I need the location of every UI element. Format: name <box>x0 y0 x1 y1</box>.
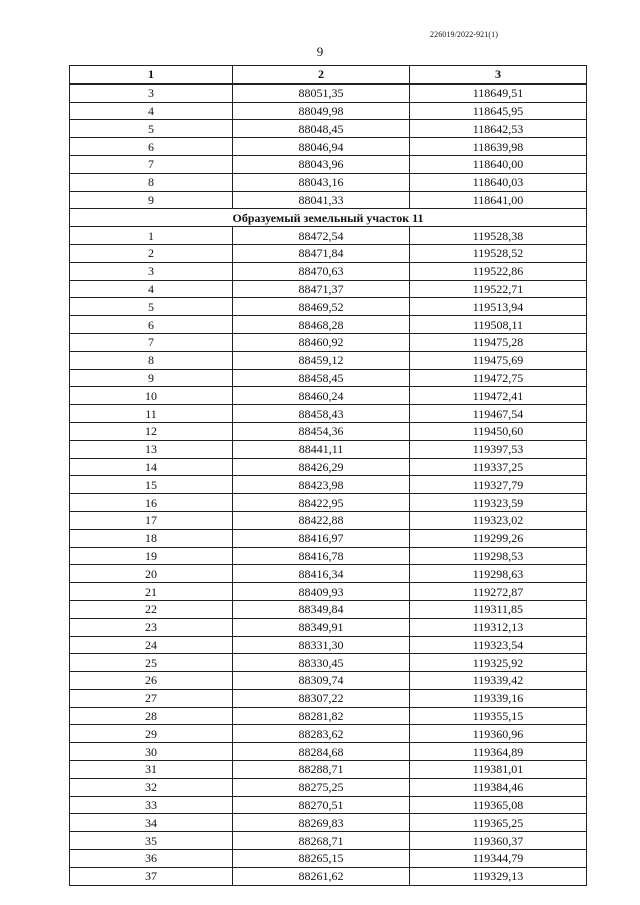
cell-y-coordinate: 119467,54 <box>410 405 587 423</box>
cell-point-number: 19 <box>70 547 233 565</box>
cell-point-number: 13 <box>70 440 233 458</box>
cell-x-coordinate: 88416,97 <box>233 529 410 547</box>
cell-x-coordinate: 88458,43 <box>233 405 410 423</box>
cell-y-coordinate: 119472,41 <box>410 387 587 405</box>
cell-y-coordinate: 119528,38 <box>410 227 587 245</box>
cell-y-coordinate: 118639,98 <box>410 138 587 156</box>
header-row <box>70 66 587 84</box>
cell-y-coordinate: 118642,53 <box>410 120 587 138</box>
cell-y-coordinate: 119450,60 <box>410 422 587 440</box>
table-row <box>70 867 587 885</box>
cell-point-number: 18 <box>70 529 233 547</box>
cell-y-coordinate: 119272,87 <box>410 583 587 601</box>
table-row <box>70 138 587 156</box>
table-row <box>70 636 587 654</box>
column-header-y: 3 <box>410 66 587 84</box>
cell-y-coordinate: 119472,75 <box>410 369 587 387</box>
cell-y-coordinate: 119513,94 <box>410 298 587 316</box>
table-row <box>70 298 587 316</box>
table-row <box>70 494 587 512</box>
cell-y-coordinate: 119329,13 <box>410 867 587 885</box>
table-row <box>70 778 587 796</box>
cell-point-number: 24 <box>70 636 233 654</box>
table-row <box>70 725 587 743</box>
cell-x-coordinate: 88458,45 <box>233 369 410 387</box>
cell-point-number: 6 <box>70 138 233 156</box>
cell-y-coordinate: 119298,53 <box>410 547 587 565</box>
section-row <box>70 209 587 227</box>
cell-point-number: 5 <box>70 298 233 316</box>
cell-y-coordinate: 119339,16 <box>410 689 587 707</box>
cell-point-number: 11 <box>70 405 233 423</box>
cell-point-number: 27 <box>70 689 233 707</box>
cell-y-coordinate: 119312,13 <box>410 618 587 636</box>
cell-y-coordinate: 119360,96 <box>410 725 587 743</box>
cell-y-coordinate: 119323,54 <box>410 636 587 654</box>
table-row <box>70 173 587 191</box>
cell-y-coordinate: 119365,25 <box>410 814 587 832</box>
cell-x-coordinate: 88422,95 <box>233 494 410 512</box>
cell-point-number: 21 <box>70 583 233 601</box>
table-row <box>70 583 587 601</box>
cell-x-coordinate: 88423,98 <box>233 476 410 494</box>
cell-x-coordinate: 88309,74 <box>233 672 410 690</box>
document-number: 226019/2022-921(1) <box>430 30 499 39</box>
cell-point-number: 7 <box>70 155 233 173</box>
cell-x-coordinate: 88265,15 <box>233 850 410 868</box>
table-row <box>70 369 587 387</box>
table-row <box>70 547 587 565</box>
cell-point-number: 5 <box>70 120 233 138</box>
cell-point-number: 4 <box>70 280 233 298</box>
cell-x-coordinate: 88422,88 <box>233 511 410 529</box>
table-body <box>70 84 587 885</box>
cell-point-number: 7 <box>70 333 233 351</box>
cell-x-coordinate: 88416,34 <box>233 565 410 583</box>
cell-y-coordinate: 119323,02 <box>410 511 587 529</box>
cell-y-coordinate: 119475,69 <box>410 351 587 369</box>
cell-point-number: 29 <box>70 725 233 743</box>
cell-x-coordinate: 88471,84 <box>233 244 410 262</box>
cell-y-coordinate: 119475,28 <box>410 333 587 351</box>
cell-point-number: 8 <box>70 351 233 369</box>
cell-y-coordinate: 119344,79 <box>410 850 587 868</box>
cell-y-coordinate: 118640,03 <box>410 173 587 191</box>
cell-y-coordinate: 119339,42 <box>410 672 587 690</box>
column-header-x: 2 <box>233 66 410 84</box>
cell-y-coordinate: 119522,71 <box>410 280 587 298</box>
cell-y-coordinate: 119325,92 <box>410 654 587 672</box>
cell-y-coordinate: 119298,63 <box>410 565 587 583</box>
table-row <box>70 440 587 458</box>
table-row <box>70 387 587 405</box>
cell-point-number: 3 <box>70 84 233 102</box>
cell-point-number: 16 <box>70 494 233 512</box>
cell-x-coordinate: 88460,24 <box>233 387 410 405</box>
cell-point-number: 6 <box>70 316 233 334</box>
cell-x-coordinate: 88051,35 <box>233 84 410 102</box>
cell-y-coordinate: 118645,95 <box>410 102 587 120</box>
cell-point-number: 37 <box>70 867 233 885</box>
cell-y-coordinate: 119381,01 <box>410 761 587 779</box>
table-row <box>70 565 587 583</box>
cell-y-coordinate: 119337,25 <box>410 458 587 476</box>
table-row <box>70 244 587 262</box>
cell-y-coordinate: 118649,51 <box>410 84 587 102</box>
cell-x-coordinate: 88441,11 <box>233 440 410 458</box>
cell-y-coordinate: 119323,59 <box>410 494 587 512</box>
table-row <box>70 102 587 120</box>
cell-x-coordinate: 88454,36 <box>233 422 410 440</box>
cell-point-number: 20 <box>70 565 233 583</box>
cell-x-coordinate: 88469,52 <box>233 298 410 316</box>
cell-point-number: 9 <box>70 191 233 209</box>
cell-y-coordinate: 119364,89 <box>410 743 587 761</box>
cell-point-number: 3 <box>70 262 233 280</box>
table-row <box>70 796 587 814</box>
cell-point-number: 36 <box>70 850 233 868</box>
cell-point-number: 32 <box>70 778 233 796</box>
cell-y-coordinate: 119299,26 <box>410 529 587 547</box>
table-row <box>70 333 587 351</box>
cell-x-coordinate: 88041,33 <box>233 191 410 209</box>
coordinates-table <box>69 65 587 886</box>
cell-y-coordinate: 119311,85 <box>410 600 587 618</box>
table-row <box>70 280 587 298</box>
table-row <box>70 458 587 476</box>
cell-x-coordinate: 88416,78 <box>233 547 410 565</box>
cell-y-coordinate: 118640,00 <box>410 155 587 173</box>
cell-y-coordinate: 119355,15 <box>410 707 587 725</box>
cell-x-coordinate: 88330,45 <box>233 654 410 672</box>
table-row <box>70 618 587 636</box>
section-title: Образуемый земельный участок 11 <box>70 209 587 227</box>
cell-y-coordinate: 119384,46 <box>410 778 587 796</box>
cell-point-number: 9 <box>70 369 233 387</box>
column-header-point-number: 1 <box>70 66 233 84</box>
table-row <box>70 743 587 761</box>
cell-y-coordinate: 119360,37 <box>410 832 587 850</box>
cell-y-coordinate: 119528,52 <box>410 244 587 262</box>
cell-x-coordinate: 88470,63 <box>233 262 410 280</box>
cell-x-coordinate: 88268,71 <box>233 832 410 850</box>
table-row <box>70 422 587 440</box>
cell-x-coordinate: 88468,28 <box>233 316 410 334</box>
cell-x-coordinate: 88275,25 <box>233 778 410 796</box>
cell-point-number: 22 <box>70 600 233 618</box>
cell-x-coordinate: 88049,98 <box>233 102 410 120</box>
table-row <box>70 511 587 529</box>
table-row <box>70 832 587 850</box>
table-row <box>70 850 587 868</box>
cell-point-number: 26 <box>70 672 233 690</box>
cell-x-coordinate: 88459,12 <box>233 351 410 369</box>
cell-x-coordinate: 88281,82 <box>233 707 410 725</box>
cell-y-coordinate: 119327,79 <box>410 476 587 494</box>
cell-x-coordinate: 88349,91 <box>233 618 410 636</box>
table-row <box>70 654 587 672</box>
cell-point-number: 33 <box>70 796 233 814</box>
cell-x-coordinate: 88283,62 <box>233 725 410 743</box>
cell-y-coordinate: 119365,08 <box>410 796 587 814</box>
cell-x-coordinate: 88043,96 <box>233 155 410 173</box>
cell-y-coordinate: 118641,00 <box>410 191 587 209</box>
cell-x-coordinate: 88472,54 <box>233 227 410 245</box>
table-row <box>70 316 587 334</box>
cell-x-coordinate: 88261,62 <box>233 867 410 885</box>
cell-point-number: 8 <box>70 173 233 191</box>
cell-point-number: 4 <box>70 102 233 120</box>
cell-x-coordinate: 88331,30 <box>233 636 410 654</box>
cell-point-number: 1 <box>70 227 233 245</box>
cell-y-coordinate: 119508,11 <box>410 316 587 334</box>
cell-point-number: 14 <box>70 458 233 476</box>
cell-x-coordinate: 88288,71 <box>233 761 410 779</box>
cell-point-number: 30 <box>70 743 233 761</box>
table-header <box>70 66 587 84</box>
cell-x-coordinate: 88426,29 <box>233 458 410 476</box>
page-number: 9 <box>316 44 324 59</box>
cell-y-coordinate: 119522,86 <box>410 262 587 280</box>
table-row <box>70 672 587 690</box>
cell-x-coordinate: 88043,16 <box>233 173 410 191</box>
cell-point-number: 17 <box>70 511 233 529</box>
cell-point-number: 2 <box>70 244 233 262</box>
table-row <box>70 351 587 369</box>
cell-x-coordinate: 88409,93 <box>233 583 410 601</box>
table-row <box>70 529 587 547</box>
cell-x-coordinate: 88270,51 <box>233 796 410 814</box>
cell-x-coordinate: 88269,83 <box>233 814 410 832</box>
cell-point-number: 10 <box>70 387 233 405</box>
table-row <box>70 227 587 245</box>
cell-point-number: 12 <box>70 422 233 440</box>
cell-point-number: 31 <box>70 761 233 779</box>
table-row <box>70 476 587 494</box>
cell-x-coordinate: 88349,84 <box>233 600 410 618</box>
cell-point-number: 28 <box>70 707 233 725</box>
table-row <box>70 191 587 209</box>
table-row <box>70 120 587 138</box>
table-row <box>70 707 587 725</box>
cell-x-coordinate: 88460,92 <box>233 333 410 351</box>
cell-point-number: 35 <box>70 832 233 850</box>
table-row <box>70 600 587 618</box>
table-row <box>70 262 587 280</box>
cell-point-number: 34 <box>70 814 233 832</box>
cell-x-coordinate: 88471,37 <box>233 280 410 298</box>
cell-x-coordinate: 88046,94 <box>233 138 410 156</box>
table-row <box>70 761 587 779</box>
cell-point-number: 15 <box>70 476 233 494</box>
table-row <box>70 155 587 173</box>
cell-x-coordinate: 88284,68 <box>233 743 410 761</box>
table-row <box>70 405 587 423</box>
cell-point-number: 23 <box>70 618 233 636</box>
table-row <box>70 814 587 832</box>
cell-x-coordinate: 88307,22 <box>233 689 410 707</box>
table-row <box>70 689 587 707</box>
cell-x-coordinate: 88048,45 <box>233 120 410 138</box>
table-row <box>70 84 587 102</box>
cell-y-coordinate: 119397,53 <box>410 440 587 458</box>
cell-point-number: 25 <box>70 654 233 672</box>
